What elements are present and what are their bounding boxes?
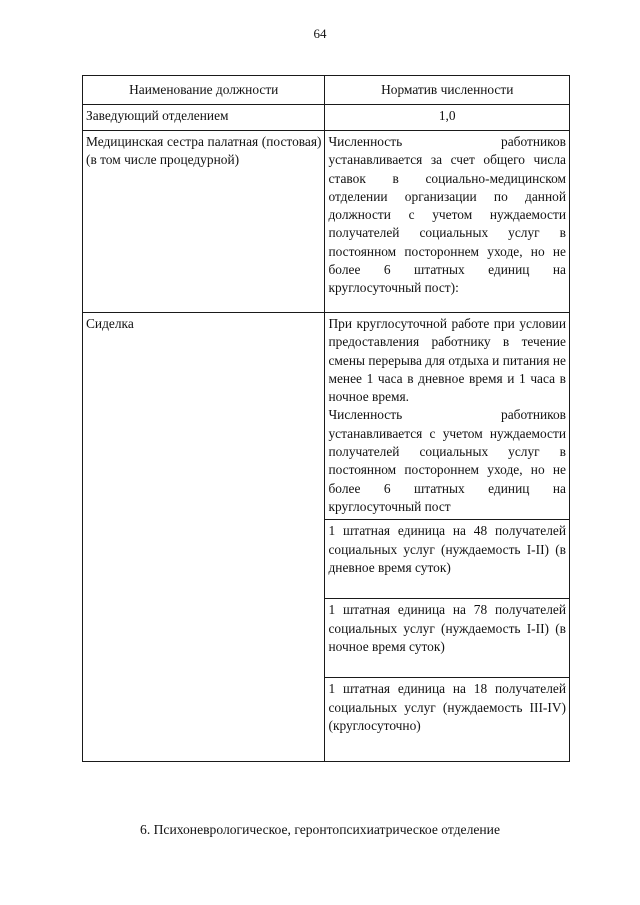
- norm-cell: [325, 313, 570, 520]
- header-position: Наименование должности: [83, 76, 325, 105]
- norm-main-text: Численность работников устанавливается с учетом нуждаемости получателей социальных услуг в постоянном постороннем уходе, но не более 6 штатных единиц на круглосуточный пост: [328, 407, 566, 514]
- position-cell: Заведующий отделением: [83, 105, 325, 131]
- sub-norm-cell: 1 штатная единица на 48 получателей социальных услуг (нуждаемость I-II) (в дневное время суток): [325, 520, 570, 599]
- position-cell: Медицинская сестра палатная (постовая) (в том числе процедурной): [83, 131, 325, 313]
- norm-intro-text: При круглосуточной работе при условии предоставления работнику в течение смены перерыва для отдыха и питания не менее 1 часа в дневное время и 1 часа в ночное время.: [328, 316, 566, 405]
- position-cell: Сиделка: [83, 313, 325, 762]
- section-heading: 6. Психоневрологическое, геронтопсихиатрическое отделение: [140, 822, 500, 837]
- staffing-norms-table: [82, 75, 570, 762]
- sub-norm-cell: 1 штатная единица на 78 получателей социальных услуг (нуждаемость I-II) (в ночное время суток): [325, 599, 570, 678]
- sub-norm-cell: 1 штатная единица на 18 получателей социальных услуг (нуждаемость III-IV) (круглосуточно): [325, 678, 570, 762]
- table-row: [83, 313, 570, 520]
- norm-cell: Численность работников устанавливается за счет общего числа ставок в социально-медицинском отделении организации по данной должности с учетом нуждаемости получателей социальных услуг в постоянном постороннем уходе, но не более 6 штатных единиц на круглосуточный пост):: [325, 131, 570, 313]
- header-norm: Норматив численности: [325, 76, 570, 105]
- table-header-row: [83, 76, 570, 105]
- table-row: [83, 105, 570, 131]
- page-number: 64: [313, 26, 327, 41]
- table-row: [83, 131, 570, 313]
- norm-cell: 1,0: [325, 105, 570, 131]
